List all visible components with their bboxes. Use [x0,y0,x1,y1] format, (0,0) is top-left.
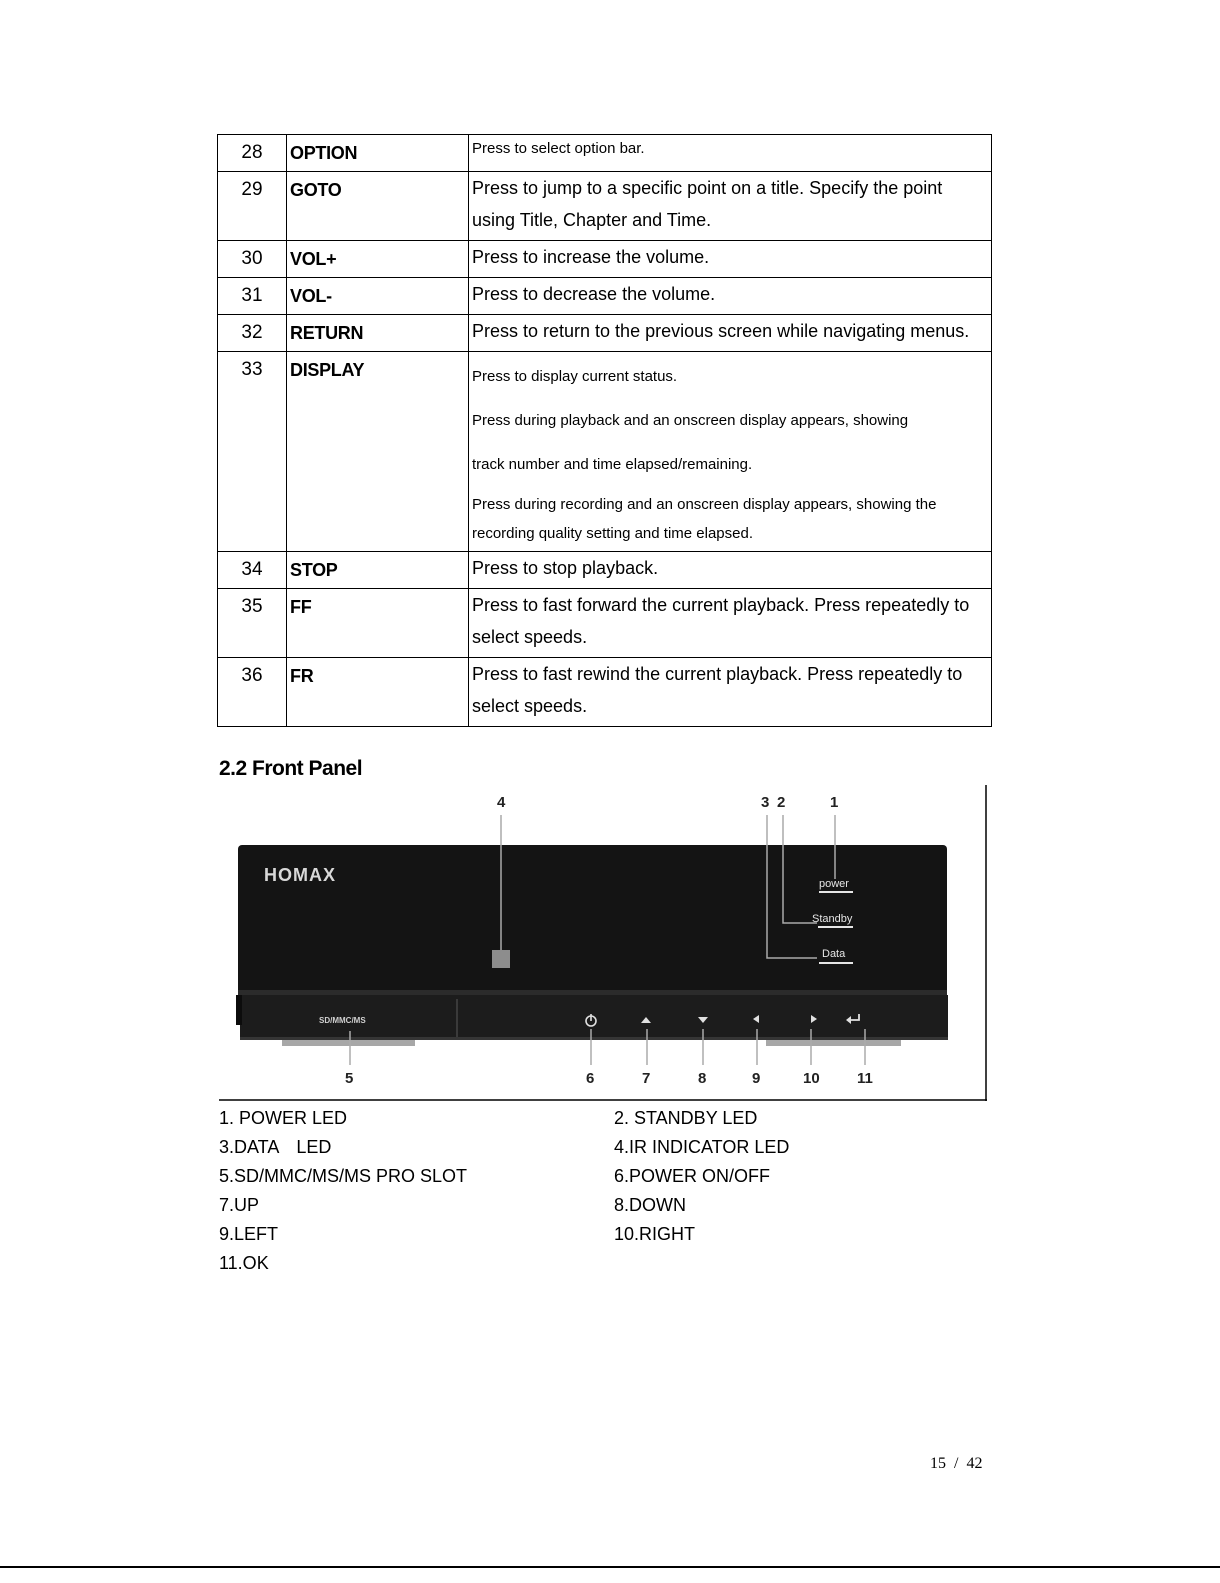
row-number: 34 [218,552,287,589]
callout-2: 2 [777,794,786,811]
row-number: 32 [218,315,287,352]
row-number: 36 [218,658,287,727]
key-description: Press to return to the previous screen while navigating menus. [469,315,992,352]
legend-row [219,1222,979,1251]
table-row [218,241,992,278]
standby-led-label: Standby [812,913,853,925]
key-name: FR [287,658,469,727]
slot-label: SD/MMC/MS [319,1016,366,1025]
table-row [218,278,992,315]
bottom-rule [0,1566,1220,1568]
legend-item: 8.DOWN [614,1195,686,1215]
section-title: 2.2 Front Panel [219,757,363,780]
legend-row [219,1251,979,1280]
callout-5: 5 [345,1070,354,1087]
data-led-label: Data [822,948,846,960]
legend-row [219,1135,979,1164]
legend-row [219,1193,979,1222]
legend-item: 5.SD/MMC/MS/MS PRO SLOT [219,1166,468,1186]
desc-line: track number and time elapsed/remaining. [472,456,753,473]
table-row [218,315,992,352]
key-name: STOP [287,552,469,589]
key-description: Press to fast rewind the current playback. Press repeatedly to select speeds. [469,658,992,727]
legend-row [219,1106,979,1135]
key-description: Press to stop playback. [469,552,992,589]
key-description: Press to jump to a specific point on a title. Specify the point using Title, Chapter and Time. [469,172,992,241]
callout-9: 9 [752,1070,761,1087]
power-led-label: power [819,878,849,890]
legend-row [219,1164,979,1193]
key-description: Press to select option bar. [469,135,992,172]
legend-item [614,1251,974,1280]
key-name: OPTION [287,135,469,172]
desc-line: Press during playback and an onscreen display appears, showing [472,412,909,429]
callout-10: 10 [803,1070,820,1087]
desc-line: Press during recording and an onscreen display appears, showing the recording quality setting and time elapsed. [472,496,937,542]
callout-11: 11 [857,1070,873,1087]
callout-1: 1 [830,794,839,811]
table-row [218,552,992,589]
legend-item: 1. POWER LED [219,1108,348,1128]
key-name: RETURN [287,315,469,352]
key-description: Press to fast forward the current playback. Press repeatedly to select speeds. [469,589,992,658]
brand-logo: HOMAX [264,865,336,885]
ir-indicator-led [492,950,510,968]
legend-item: 9.LEFT [219,1224,279,1244]
table-row [218,589,992,658]
key-name: FF [287,589,469,658]
legend-item: 10.RIGHT [614,1224,696,1244]
legend-item: 4.IR INDICATOR LED [614,1137,790,1157]
key-description: Press to increase the volume. [469,241,992,278]
row-number: 28 [218,135,287,172]
callout-3: 3 [761,794,770,811]
row-number: 33 [218,352,287,552]
row-number: 29 [218,172,287,241]
legend-item: 3.DATA LED [219,1137,332,1157]
table-row [218,658,992,727]
table-row [218,352,992,552]
callout-8: 8 [698,1070,707,1087]
key-name: VOL+ [287,241,469,278]
callout-4: 4 [497,794,506,811]
callout-7: 7 [642,1070,651,1087]
table-row [218,172,992,241]
legend-item: 2. STANDBY LED [614,1108,758,1128]
key-name: DISPLAY [287,352,469,552]
legend-item: 7.UP [219,1195,260,1215]
desc-line: Press to display current status. [472,368,678,385]
row-number: 35 [218,589,287,658]
key-name: VOL- [287,278,469,315]
legend-item: 6.POWER ON/OFF [614,1166,771,1186]
key-description [469,352,992,552]
page-number: 15 / 42 [930,1455,983,1472]
legend-item: 11.OK [219,1253,269,1273]
remote-keys-table [217,134,992,727]
key-description: Press to decrease the volume. [469,278,992,315]
callout-6: 6 [586,1070,595,1087]
table-row [218,135,992,172]
front-panel-figure [219,785,987,1101]
row-number: 31 [218,278,287,315]
key-name: GOTO [287,172,469,241]
front-panel-legend [219,1106,979,1280]
front-panel-illustration [219,785,987,1101]
row-number: 30 [218,241,287,278]
